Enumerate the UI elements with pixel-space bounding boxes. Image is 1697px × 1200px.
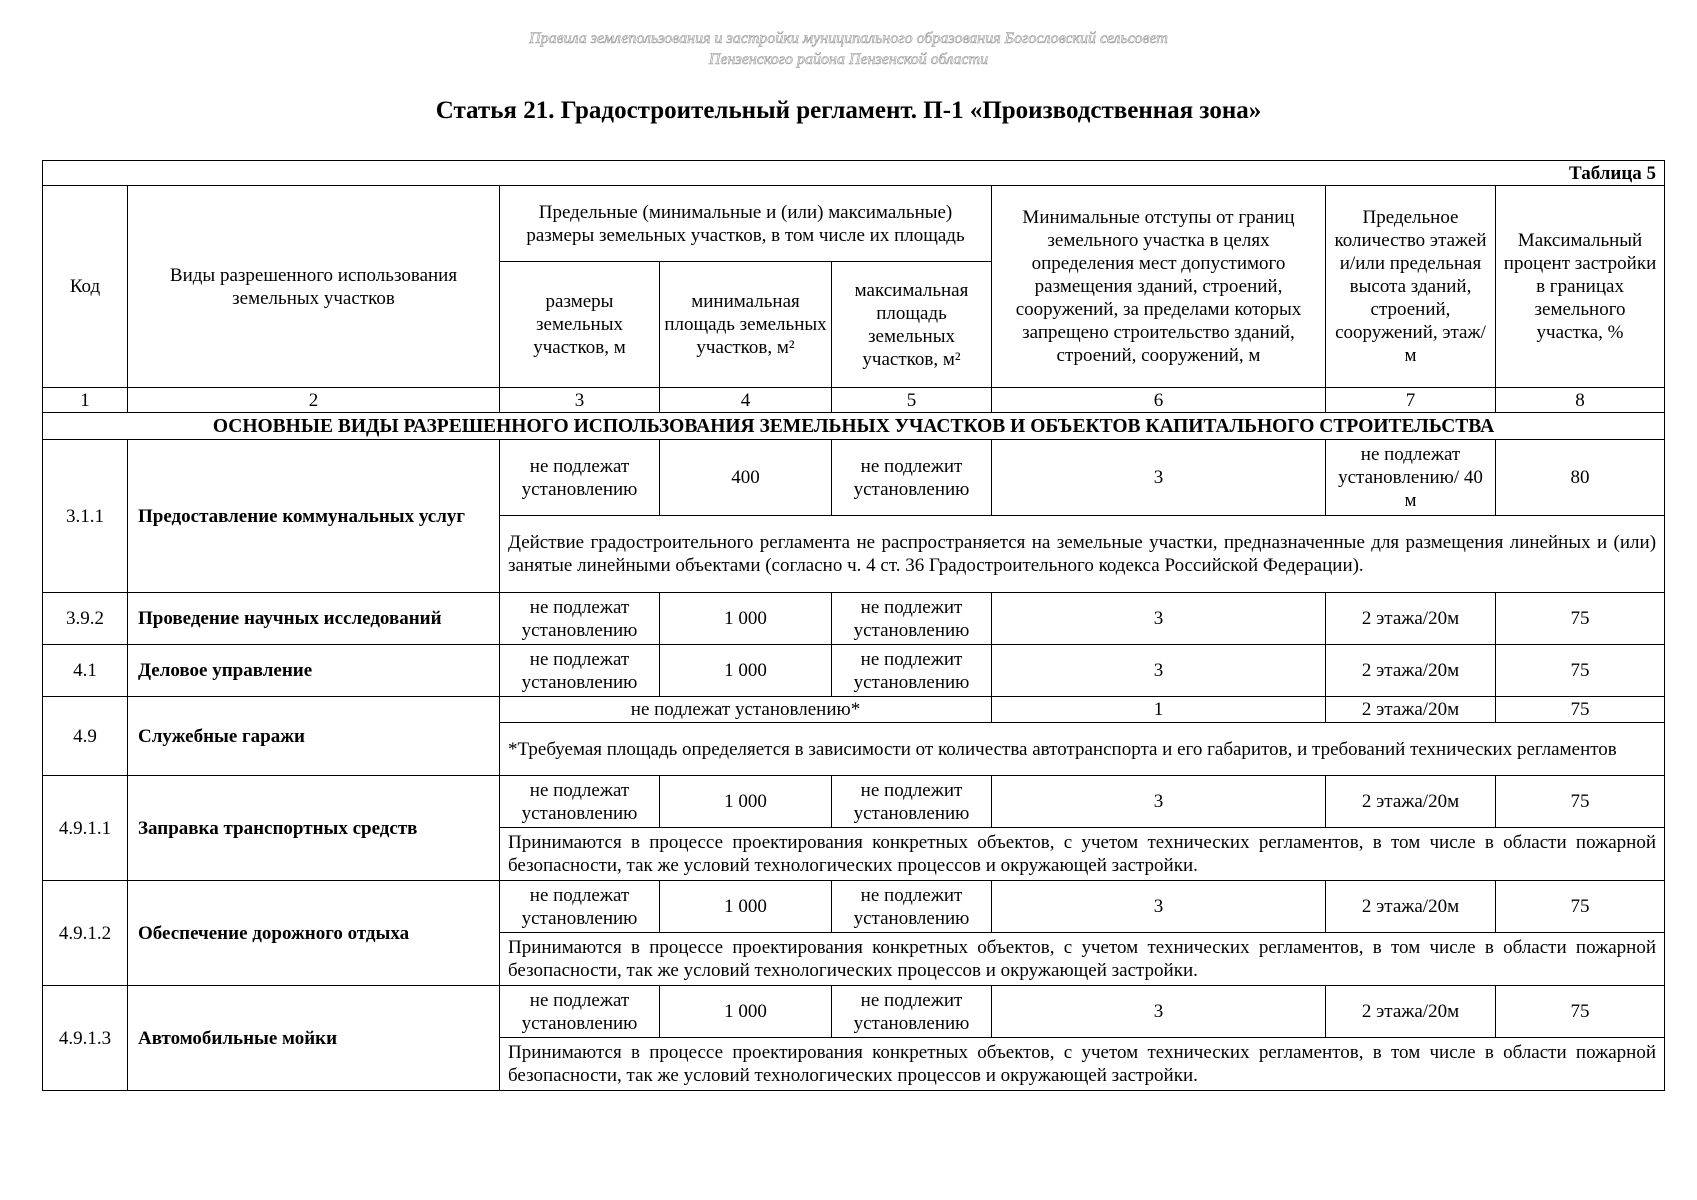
row-name: Обеспечение дорожного отдыха — [128, 881, 500, 986]
row-coverage: 75 — [1496, 593, 1665, 645]
table-row — [43, 776, 1665, 828]
row-setback: 3 — [992, 986, 1326, 1038]
row-coverage: 80 — [1496, 440, 1665, 516]
row-max-area: не подлежит установлению — [832, 986, 992, 1038]
header-min-area: минимальная площадь земельных участков, м² — [660, 262, 832, 388]
table-row — [43, 881, 1665, 933]
column-number: 5 — [832, 388, 992, 413]
row-note: Принимаются в процессе проектирования конкретных объектов, с учетом технических регламентов, в том числе в области пожарной безопасности, так же условий технологических процессов и окружающей застройки. — [500, 933, 1665, 986]
header-floors: Предельное количество этажей и/или предельная высота зданий, строений, сооружений, этаж/м — [1326, 186, 1496, 388]
row-max-area: не подлежит установлению — [832, 593, 992, 645]
row-note: *Требуемая площадь определяется в зависимости от количества автотранспорта и его габаритов, и требований технических регламентов — [500, 723, 1665, 776]
row-min-area: 1 000 — [660, 776, 832, 828]
row-code: 4.1 — [43, 645, 128, 697]
row-code: 4.9.1.1 — [43, 776, 128, 881]
row-code: 4.9.1.3 — [43, 986, 128, 1091]
row-max-area: не подлежит установлению — [832, 881, 992, 933]
row-min-area: 1 000 — [660, 645, 832, 697]
row-floors: 2 этажа/20м — [1326, 881, 1496, 933]
row-sizes: не подлежат установлению — [500, 986, 660, 1038]
row-code: 3.9.2 — [43, 593, 128, 645]
row-max-area: не подлежит установлению — [832, 645, 992, 697]
header-setbacks: Минимальные отступы от границ земельного участка в целях определения мест допустимого размещения зданий, строений, сооружений, за пределами которых запрещено строительство зданий, строений, сооружений, м — [992, 186, 1326, 388]
row-setback: 1 — [992, 697, 1326, 723]
row-max-area: не подлежит установлению — [832, 776, 992, 828]
row-floors: 2 этажа/20м — [1326, 776, 1496, 828]
row-coverage: 75 — [1496, 881, 1665, 933]
header-code: Код — [43, 186, 128, 388]
row-floors: не подлежат установлению/ 40 м — [1326, 440, 1496, 516]
row-code: 4.9 — [43, 697, 128, 776]
row-setback: 3 — [992, 881, 1326, 933]
column-number: 2 — [128, 388, 500, 413]
column-number: 3 — [500, 388, 660, 413]
table-caption: Таблица 5 — [43, 161, 1665, 186]
row-coverage: 75 — [1496, 645, 1665, 697]
row-name: Проведение научных исследований — [128, 593, 500, 645]
regulation-table — [42, 160, 1665, 1091]
row-sizes: не подлежат установлению — [500, 645, 660, 697]
column-number: 8 — [1496, 388, 1665, 413]
row-name: Деловое управление — [128, 645, 500, 697]
row-setback: 3 — [992, 440, 1326, 516]
column-number-row — [43, 388, 1665, 413]
column-number: 7 — [1326, 388, 1496, 413]
header-coverage: Максимальный процент застройки в границах земельного участка, % — [1496, 186, 1665, 388]
row-name: Автомобильные мойки — [128, 986, 500, 1091]
table-row — [43, 645, 1665, 697]
row-sizes: не подлежат установлению — [500, 881, 660, 933]
row-sizes: не подлежат установлению — [500, 593, 660, 645]
column-number: 4 — [660, 388, 832, 413]
running-header — [0, 28, 1697, 70]
column-number: 6 — [992, 388, 1326, 413]
row-note: Принимаются в процессе проектирования конкретных объектов, с учетом технических регламентов, в том числе в области пожарной безопасности, так же условий технологических процессов и окружающей застройки. — [500, 828, 1665, 881]
row-name: Заправка транспортных средств — [128, 776, 500, 881]
row-min-area: 1 000 — [660, 593, 832, 645]
row-merged-sizes: не подлежат установлению* — [500, 697, 992, 723]
header-kind: Виды разрешенного использования земельных участков — [128, 186, 500, 388]
row-floors: 2 этажа/20м — [1326, 986, 1496, 1038]
row-name: Предоставление коммунальных услуг — [128, 440, 500, 593]
row-name: Служебные гаражи — [128, 697, 500, 776]
row-note: Принимаются в процессе проектирования конкретных объектов, с учетом технических регламентов, в том числе в области пожарной безопасности, так же условий технологических процессов и окружающей застройки. — [500, 1038, 1665, 1091]
table-row — [43, 986, 1665, 1038]
row-floors: 2 этажа/20м — [1326, 645, 1496, 697]
row-setback: 3 — [992, 645, 1326, 697]
table-row — [43, 593, 1665, 645]
section-title: ОСНОВНЫЕ ВИДЫ РАЗРЕШЕННОГО ИСПОЛЬЗОВАНИЯ ЗЕМЕЛЬНЫХ УЧАСТКОВ И ОБЪЕКТОВ КАПИТАЛЬНОГО СТРОИТЕЛЬСТВА — [43, 413, 1665, 440]
header-limits: Предельные (минимальные и (или) максимальные) размеры земельных участков, в том числе их площадь — [500, 186, 992, 262]
row-floors: 2 этажа/20м — [1326, 593, 1496, 645]
row-max-area: не подлежит установлению — [832, 440, 992, 516]
row-code: 3.1.1 — [43, 440, 128, 593]
row-sizes: не подлежат установлению — [500, 776, 660, 828]
column-number: 1 — [43, 388, 128, 413]
header-sizes: размеры земельных участков, м — [500, 262, 660, 388]
row-coverage: 75 — [1496, 986, 1665, 1038]
row-sizes: не подлежат установлению — [500, 440, 660, 516]
row-code: 4.9.1.2 — [43, 881, 128, 986]
row-min-area: 1 000 — [660, 881, 832, 933]
row-setback: 3 — [992, 776, 1326, 828]
row-note: Действие градостроительного регламента не распространяется на земельные участки, предназначенные для размещения линейных и (или) занятые линейными объектами (согласно ч. 4 ст. 36 Градостроительного кодекса Российской Федерации). — [500, 516, 1665, 593]
row-min-area: 1 000 — [660, 986, 832, 1038]
table-row — [43, 697, 1665, 723]
row-floors: 2 этажа/20м — [1326, 697, 1496, 723]
article-title: Статья 21. Градостроительный регламент. П-1 «Производственная зона» — [435, 97, 1262, 124]
header-max-area: максимальная площадь земельных участков, м² — [832, 262, 992, 388]
running-header-line-1: Правила землепользования и застройки муниципального образования Богословский сельсовет — [529, 30, 1168, 47]
row-coverage: 75 — [1496, 697, 1665, 723]
table-row — [43, 440, 1665, 516]
row-coverage: 75 — [1496, 776, 1665, 828]
row-min-area: 400 — [660, 440, 832, 516]
running-header-line-2: Пензенского района Пензенской области — [708, 51, 989, 68]
row-setback: 3 — [992, 593, 1326, 645]
